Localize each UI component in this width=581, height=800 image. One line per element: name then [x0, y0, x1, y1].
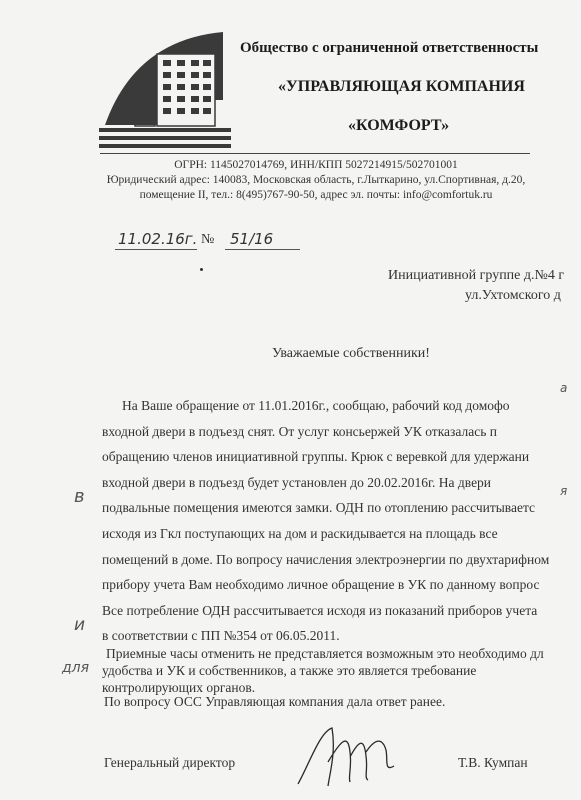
outgoing-number: 51/16: [230, 230, 274, 248]
signatory-title: Генеральный директор: [104, 755, 236, 770]
body-line: Все потребление ОДН рассчитывается исходя из показаний приборов учета: [102, 602, 538, 618]
date-underline: [115, 249, 197, 250]
addressee-line2: ул.Ухтомского д: [465, 288, 561, 303]
margin-note: для: [62, 660, 90, 676]
body-line: входной двери в подъезд будет установлен до 20.02.2016г. На двери: [102, 474, 492, 490]
company-logo: [95, 30, 235, 155]
addressee-line1: Инициативной группе д.№4 г: [388, 268, 565, 283]
company-requisites: [96, 158, 536, 203]
para2-line: Приемные часы отменить не представляется возможным это необходимо дл: [106, 646, 544, 661]
margin-note: а: [560, 381, 568, 395]
body-line: подвальные помещения имеются замки. ОДН по отоплению рассчитываетс: [102, 500, 536, 516]
company-name-line2: «УПРАВЛЯЮЩАЯ КОМПАНИЯ: [278, 78, 525, 95]
body-line: На Ваше обращение от 11.01.2016г., сообщаю, рабочий код домофо: [122, 398, 510, 413]
salutation: Уважаемые собственники!: [272, 346, 430, 361]
outgoing-date: 11.02.16г.: [118, 230, 198, 248]
body-line: исходя из Гкл поступающих на дом и раскидывается на площадь все: [102, 525, 498, 541]
company-name-line1: Общество с ограниченной ответственносты: [240, 40, 539, 56]
body-line: в соответствии с ПП №354 от 06.05.2011.: [102, 628, 340, 644]
header-divider: [100, 153, 530, 154]
body-line: прибору учета Вам необходимо личное обращение в УК по данному вопрос: [102, 577, 540, 593]
outgoing-number-label: №: [201, 232, 215, 247]
signatory-name: Т.В. Кумпан: [458, 755, 528, 770]
para2-line: удобства и УК и собственников, а также это является требование: [102, 663, 477, 678]
requisites-line1: ОГРН: 1145027014769, ИНН/КПП 5027214915/502701001: [174, 159, 458, 171]
margin-note: я: [560, 484, 568, 498]
body-line: входной двери в подъезд снят. От услуг консьержей УК отказалась п: [102, 423, 497, 439]
letter-body: [102, 393, 572, 649]
body-line: помещений в доме. По вопросу начисления электроэнергии по двухтарифном: [102, 551, 550, 567]
number-underline: [225, 249, 300, 250]
paragraph-oss: По вопросу ОСС Управляющая компания дала ответ ранее.: [104, 694, 446, 709]
requisites-line2: Юридический адрес: 140083, Московская область, г.Лыткарино, ул.Спортивная, д.20,: [106, 174, 526, 186]
paragraph-office-hours: [102, 645, 577, 696]
handwritten-signature: [290, 722, 400, 792]
company-name-line3: «КОМФОРТ»: [348, 117, 450, 134]
requisites-line3: помещение II, тел.: 8(495)767-90-50, адрес эл. почты: info@comfortuk.ru: [139, 189, 493, 201]
margin-note: в: [74, 486, 85, 507]
body-line: обращению членов инициативной группы. Крюк с веревкой для удержани: [102, 449, 530, 465]
margin-note: и: [74, 615, 86, 635]
ink-dot: [200, 268, 203, 271]
para2-line: контролирующих органов.: [102, 680, 256, 695]
